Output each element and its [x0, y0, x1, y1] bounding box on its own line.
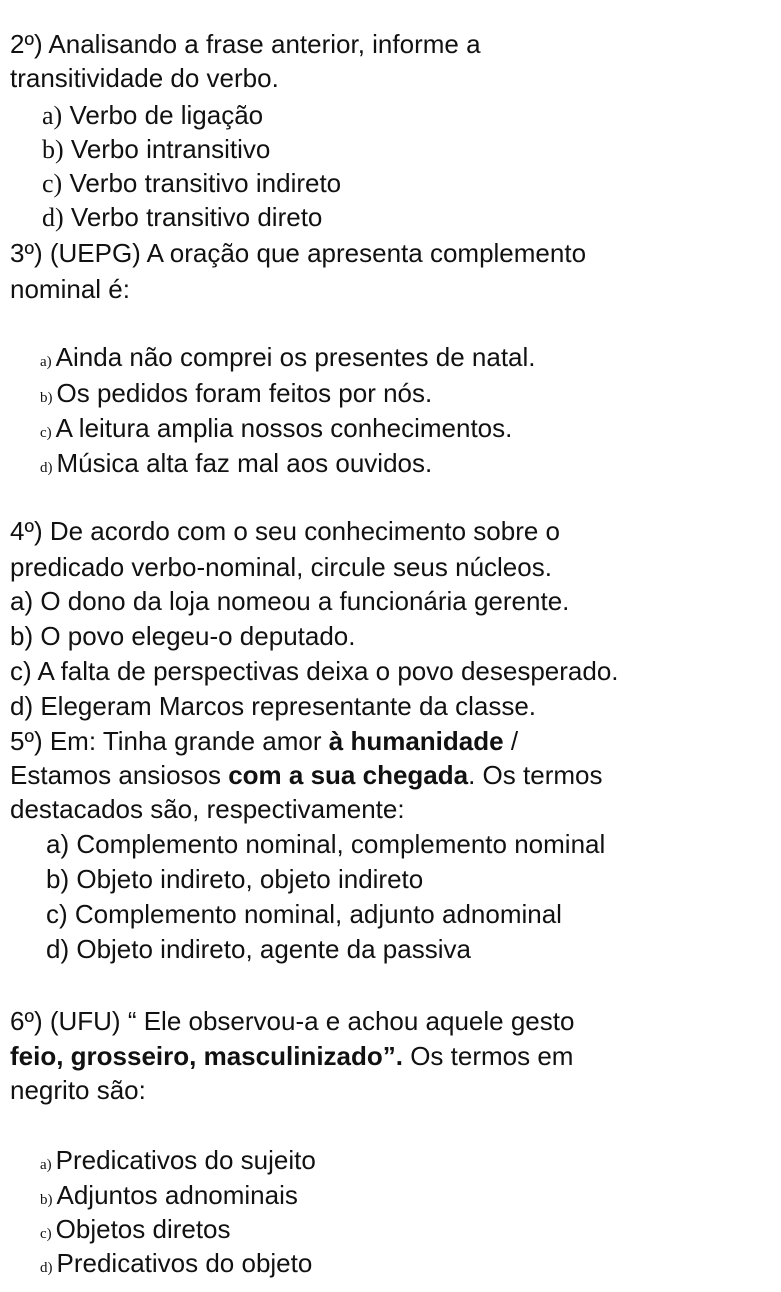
q2-option-b [42, 132, 270, 167]
option-letter: b) [40, 390, 53, 406]
option-letter: a) [40, 1157, 52, 1173]
q6-highlight: feio, grosseiro, masculinizado”. [10, 1041, 403, 1071]
q3-option-b [40, 376, 432, 415]
option-letter: a) [42, 101, 63, 130]
option-letter: a) [40, 354, 52, 370]
option-letter: b) [42, 135, 64, 164]
option-letter: c) [40, 1226, 52, 1242]
q3-line-1: 3º) (UEPG) A oração que apresenta complemento [10, 238, 587, 268]
option-letter: d) [42, 203, 64, 232]
option-letter: c) [42, 169, 63, 198]
q6-line-3: negrito são: [10, 1075, 146, 1105]
q6-line-1: 6º) (UFU) “ Ele observou-a e achou aquele gesto [10, 1006, 575, 1036]
option-text: Ainda não comprei os presentes de natal. [55, 342, 536, 372]
q6-line-2 [10, 1039, 573, 1073]
q2-option-c [42, 166, 341, 201]
q4-option-a: a) O dono da loja nomeou a funcionária gerente. [10, 586, 570, 616]
q4-line-2: predicado verbo-nominal, circule seus núcleos. [10, 552, 552, 582]
q6-option-d [40, 1246, 312, 1285]
option-text: Adjuntos adnominais [56, 1180, 298, 1210]
option-letter: d) [40, 460, 53, 476]
option-text: Verbo transitivo indireto [69, 168, 342, 198]
q5-highlight-1: à humanidade [328, 726, 504, 756]
q5-option-b: b) Objeto indireto, objeto indireto [46, 864, 424, 894]
q4-line-1: 4º) De acordo com o seu conhecimento sobre o [10, 516, 561, 546]
q6-line-2-end: Os termos em [402, 1041, 574, 1071]
q5-line-2-end: . Os termos [468, 760, 603, 790]
q3-line-2: nominal é: [10, 274, 130, 304]
option-text: Predicativos do sujeito [55, 1145, 316, 1175]
q5-line-3: destacados são, respectivamente: [10, 794, 405, 824]
q4-option-c: c) A falta de perspectivas deixa o povo desesperado. [10, 656, 619, 686]
option-letter: c) [40, 425, 52, 441]
option-text: Música alta faz mal aos ouvidos. [56, 448, 433, 478]
q5-option-a: a) Complemento nominal, complemento nominal [46, 829, 606, 859]
q5-line-1 [10, 724, 518, 758]
q5-line-2 [10, 758, 602, 792]
q3-option-d [40, 446, 432, 485]
q3-option-c [40, 411, 512, 450]
q6-option-a [40, 1143, 316, 1182]
option-letter: b) [40, 1192, 53, 1208]
q4-option-b: b) O povo elegeu-o deputado. [10, 621, 356, 651]
option-text: Predicativos do objeto [56, 1248, 313, 1278]
option-letter: d) [40, 1260, 53, 1276]
option-text: Verbo transitivo direto [70, 202, 323, 232]
q2-option-a [42, 98, 263, 133]
q5-line-1-text: 5º) Em: Tinha grande amor [10, 726, 329, 756]
q3-option-a [40, 340, 536, 379]
q4-option-d: d) Elegeram Marcos representante da classe. [10, 691, 537, 721]
q2-line-1: 2º) Analisando a frase anterior, informe a [10, 29, 481, 59]
q2-option-d [42, 200, 322, 235]
q5-option-d: d) Objeto indireto, agente da passiva [46, 934, 471, 964]
option-text: Verbo intransitivo [70, 134, 271, 164]
q2-line-2: transitividade do verbo. [10, 63, 279, 93]
q5-line-2-text: Estamos ansiosos [10, 760, 229, 790]
option-text: Verbo de ligação [69, 100, 264, 130]
q5-highlight-2: com a sua chegada [228, 760, 469, 790]
q5-option-c: c) Complemento nominal, adjunto adnominal [46, 899, 562, 929]
option-text: Objetos diretos [55, 1214, 231, 1244]
option-text: A leitura amplia nossos conhecimentos. [55, 413, 513, 443]
option-text: Os pedidos foram feitos por nós. [56, 378, 433, 408]
q5-line-1-end: / [503, 726, 519, 756]
